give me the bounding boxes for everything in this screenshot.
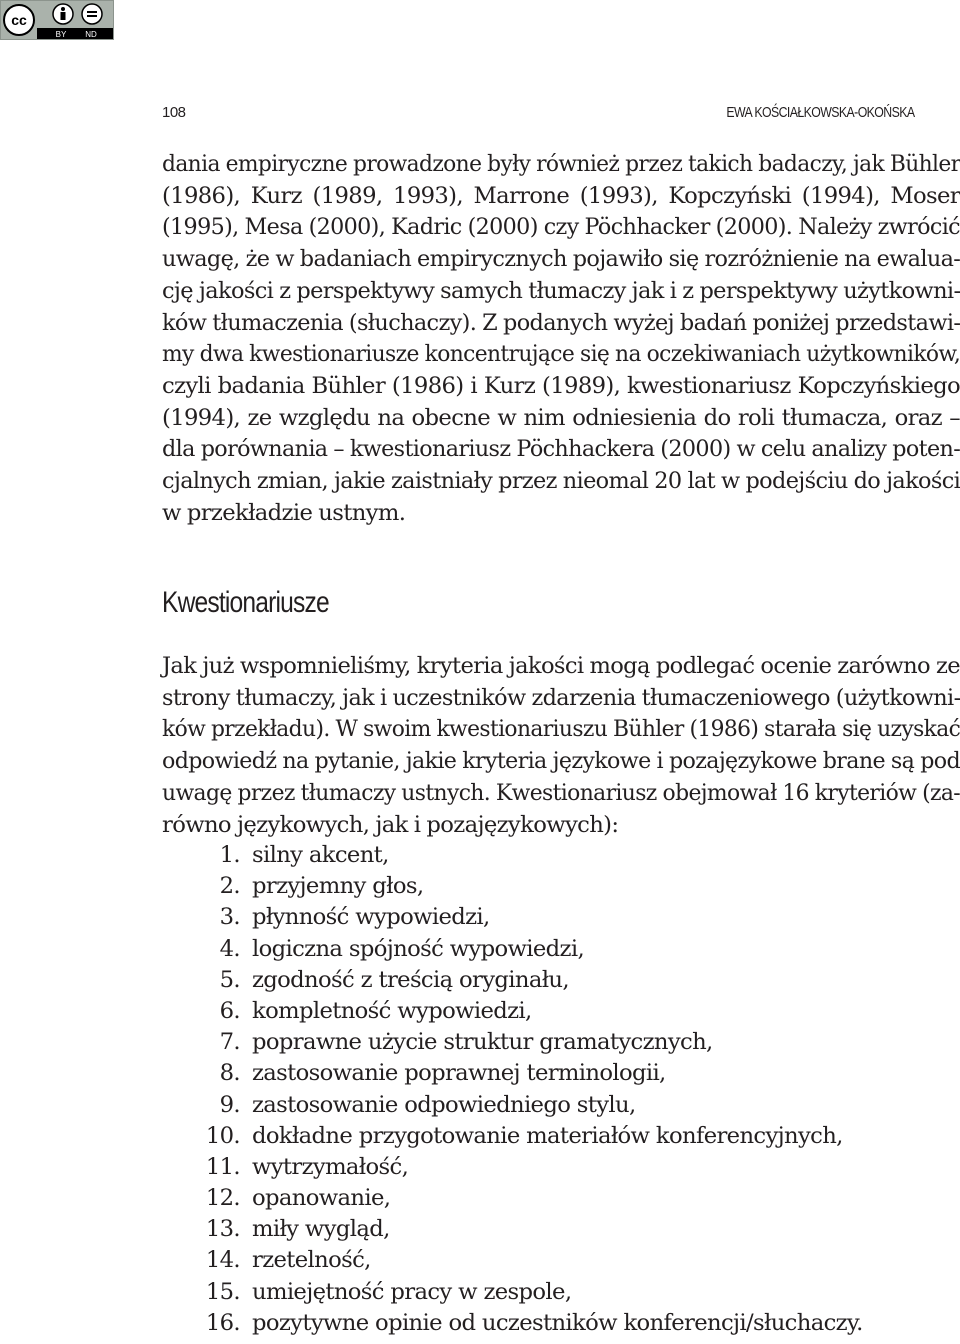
- list-item-number: 5.: [219, 966, 240, 993]
- text-line: uwagę przez tłumaczy ustnych. Kwestionariusz obejmował 16 kryteriów (za-: [162, 779, 960, 806]
- list-item-number: 2.: [219, 873, 240, 900]
- list-item-text: logiczna spójność wypowiedzi,: [252, 935, 585, 962]
- text-line: w przekładzie ustnym.: [162, 499, 406, 526]
- list-item-text: dokładne przygotowanie materiałów konferencyjnych,: [252, 1122, 843, 1149]
- list-item-number: 15.: [205, 1278, 240, 1305]
- text-line: ków tłumaczenia (słuchaczy). Z podanych wyżej badań poniżej przedstawi-: [162, 309, 960, 336]
- text-line: odpowiedź na pytanie, jakie kryteria językowe i pozajęzykowe brane są pod: [162, 748, 960, 775]
- list-item-text: zastosowanie poprawnej terminologii,: [252, 1060, 666, 1087]
- text-line: (1986), Kurz (1989, 1993), Marrone (1993), Kopczyński (1994), Moser: [162, 182, 960, 209]
- list-item-text: pozytywne opinie od uczestników konferencji/słuchaczy.: [252, 1309, 863, 1336]
- text-line: my dwa kwestionariusze koncentrujące się na oczekiwaniach użytkowników,: [162, 341, 960, 368]
- text-line: (1994), ze względu na obecne w nim odniesienia do roli tłumacza, oraz –: [162, 404, 960, 431]
- list-item-number: 10.: [205, 1122, 240, 1149]
- list-item-number: 6.: [219, 997, 240, 1024]
- text-line: cjalnych zmian, jakie zaistniały przez nieomal 20 lat w podejściu do jakości: [162, 468, 960, 495]
- page-number: 108: [162, 104, 186, 121]
- text-line: czyli badania Bühler (1986) i Kurz (1989), kwestionariusz Kopczyńskiego: [162, 372, 960, 399]
- section-heading: Kwestionariusze: [162, 586, 329, 619]
- list-item-text: kompletność wypowiedzi,: [252, 997, 532, 1024]
- list-item-text: zgodność z treścią oryginału,: [252, 966, 569, 993]
- text-line: dla porównania – kwestionariusz Pöchhackera (2000) w celu analizy poten-: [162, 436, 960, 463]
- list-item-number: 16.: [205, 1309, 240, 1336]
- body-paragraph-2: [162, 651, 960, 841]
- list-item-text: silny akcent,: [252, 842, 389, 868]
- list-item-number: 8.: [219, 1060, 240, 1087]
- text-line: Jak już wspomnieliśmy, kryteria jakości mogą podlegać ocenie zarówno ze: [162, 653, 960, 679]
- list-item-text: przyjemny głos,: [252, 873, 424, 900]
- list-item-number: 9.: [219, 1091, 240, 1118]
- list-item-number: 4.: [219, 935, 240, 962]
- cc-license-badge: [0, 0, 114, 40]
- list-item-text: umiejętność pracy w zespole,: [252, 1278, 572, 1305]
- page-header: [162, 104, 915, 128]
- cc-by-nd-icon: [1, 1, 113, 39]
- list-item-number: 13.: [205, 1216, 240, 1243]
- list-item-text: miły wygląd,: [252, 1216, 390, 1243]
- text-line: cję jakości z perspektywy samych tłumaczy jak i z perspektywy użytkowni-: [162, 277, 960, 304]
- text-line: równo językowych, jak i pozajęzykowych):: [162, 811, 619, 838]
- list-item-text: opanowanie,: [252, 1185, 391, 1212]
- body-paragraph-1: [162, 149, 960, 529]
- list-item-text: wytrzymałość,: [252, 1153, 409, 1180]
- running-head: EWA KOŚCIAŁKOWSKA-OKOŃSKA: [726, 104, 915, 121]
- list-item-text: poprawne użycie struktur gramatycznych,: [252, 1029, 713, 1056]
- list-item-number: 14.: [205, 1247, 240, 1274]
- list-item-text: płynność wypowiedzi,: [252, 904, 490, 931]
- text-line: ków przekładu). W swoim kwestionariuszu Bühler (1986) starała się uzyskać: [162, 716, 960, 743]
- list-item-number: 1.: [219, 842, 240, 868]
- nd-label: ND: [85, 30, 97, 39]
- list-item-number: 7.: [219, 1029, 240, 1056]
- list-item-text: rzetelność,: [252, 1247, 371, 1274]
- list-item-number: 12.: [205, 1185, 240, 1212]
- cc-label: cc: [11, 12, 27, 28]
- text-line: dania empiryczne prowadzone były również przez takich badaczy, jak Bühler: [162, 151, 960, 177]
- by-label: BY: [55, 30, 67, 39]
- text-line: uwagę, że w badaniach empirycznych pojawiło się rozróżnienie na ewalua-: [162, 246, 960, 273]
- text-line: (1995), Mesa (2000), Kadric (2000) czy Pöchhacker (2000). Należy zwrócić: [162, 214, 960, 241]
- text-line: strony tłumaczy, jak i uczestników zdarzenia tłumaczeniowego (użytkowni-: [162, 684, 960, 711]
- list-item-text: zastosowanie odpowiedniego stylu,: [252, 1091, 636, 1118]
- list-item-number: 3.: [219, 904, 240, 931]
- list-item-number: 11.: [205, 1153, 240, 1180]
